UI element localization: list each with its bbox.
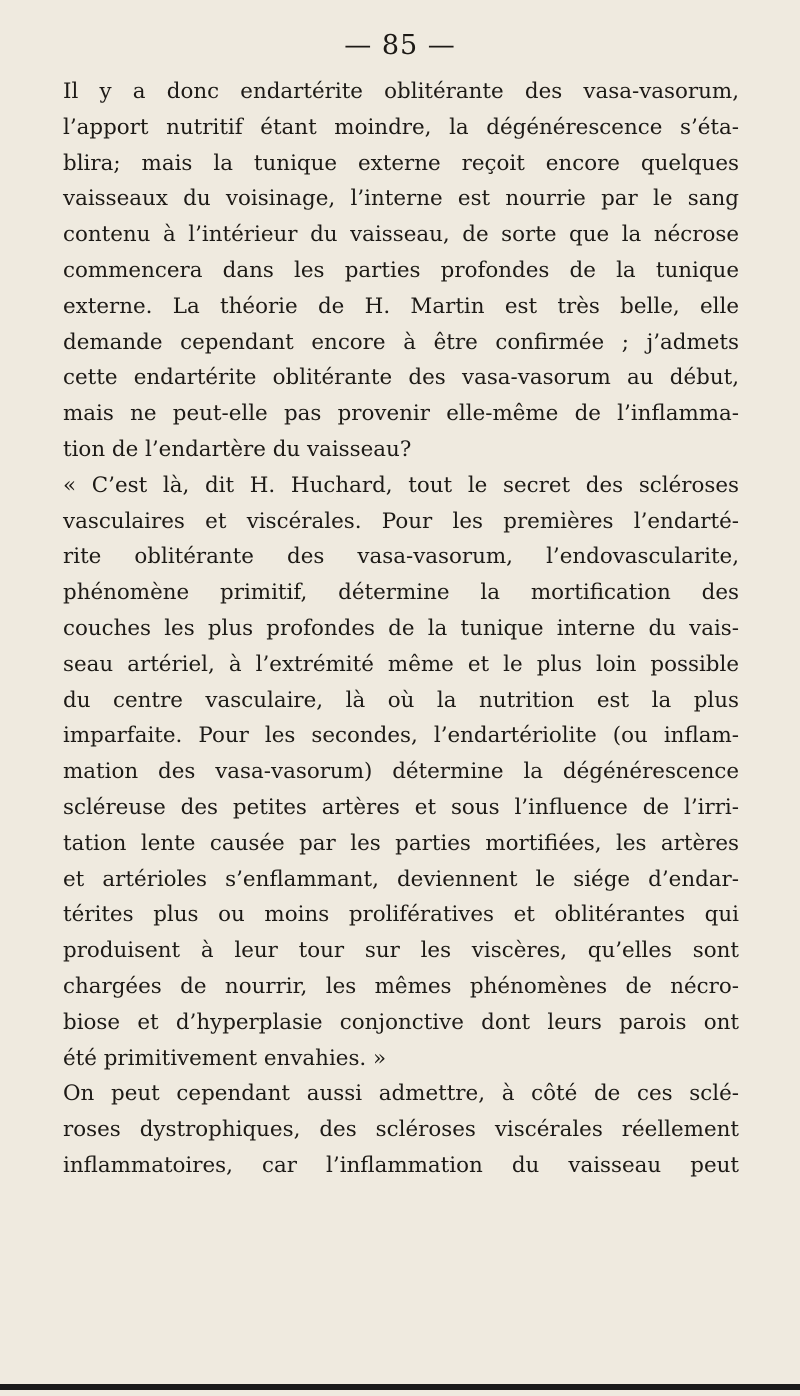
- text-line: été primitivement envahies. »: [63, 1045, 387, 1071]
- text-line: phénomène primitif, détermine la mortification des: [63, 580, 739, 606]
- page-number: — 85 —: [344, 30, 456, 61]
- text-line: l’apport nutritif étant moindre, la dégénérescence s’éta-: [63, 114, 739, 140]
- text-line: Il y a donc endartérite oblitérante des vasa-vasorum,: [63, 79, 739, 104]
- text-line: seau artériel, à l’extrémité même et le plus loin possible: [63, 651, 739, 677]
- text-line: tion de l’endartère du vaisseau?: [63, 436, 412, 462]
- text-line: scléreuse des petites artères et sous l’influence de l’irri-: [63, 794, 739, 820]
- text-line: mais ne peut-elle pas provenir elle-même de l’inflamma-: [63, 401, 739, 427]
- text-line: On peut cependant aussi admettre, à côté de ces sclé-: [63, 1081, 739, 1107]
- text-line: biose et d’hyperplasie conjonctive dont leurs parois ont: [63, 1009, 739, 1035]
- text-line: commencera dans les parties profondes de la tunique: [63, 257, 739, 283]
- text-line: du centre vasculaire, là où la nutrition est la plus: [63, 687, 739, 713]
- text-line: mation des vasa-vasorum) détermine la dégénérescence: [63, 759, 739, 785]
- text-line: imparfaite. Pour les secondes, l’endartériolite (ou inflam-: [63, 723, 739, 749]
- text-line: rite oblitérante des vasa-vasorum, l’endovascularite,: [63, 544, 739, 570]
- text-line: contenu à l’intérieur du vaisseau, de sorte que la nécrose: [63, 222, 739, 248]
- body-text: [63, 74, 739, 1184]
- text-line: externe. La théorie de H. Martin est très belle, elle: [63, 293, 739, 319]
- text-line: cette endartérite oblitérante des vasa-vasorum au début,: [63, 365, 739, 391]
- text-line: roses dystrophiques, des scléroses viscérales réellement: [63, 1117, 739, 1143]
- text-line: vasculaires et viscérales. Pour les premières l’endarté-: [63, 508, 739, 534]
- text-line: et artérioles s’enflammant, deviennent le siége d’endar-: [63, 866, 739, 892]
- text-line: « C’est là, dit H. Huchard, tout le secret des scléroses: [63, 472, 739, 498]
- text-line: chargées de nourrir, les mêmes phénomènes de nécro-: [63, 973, 739, 999]
- text-line: couches les plus profondes de la tunique interne du vais-: [63, 615, 739, 641]
- text-line: blira; mais la tunique externe reçoit encore quelques: [63, 150, 739, 176]
- text-line: tation lente causée par les parties mortifiées, les artères: [63, 830, 739, 856]
- text-line: demande cependant encore à être confirmée ; j’admets: [63, 329, 739, 355]
- text-line: vaisseaux du voisinage, l’interne est nourrie par le sang: [63, 186, 739, 212]
- page-edge-rule: [0, 1384, 800, 1390]
- text-line: térites plus ou moins prolifératives et oblitérantes qui: [63, 902, 739, 928]
- text-line: produisent à leur tour sur les viscères, qu’elles sont: [63, 938, 739, 964]
- text-line: inflammatoires, car l’inflammation du vaisseau peut: [63, 1152, 739, 1178]
